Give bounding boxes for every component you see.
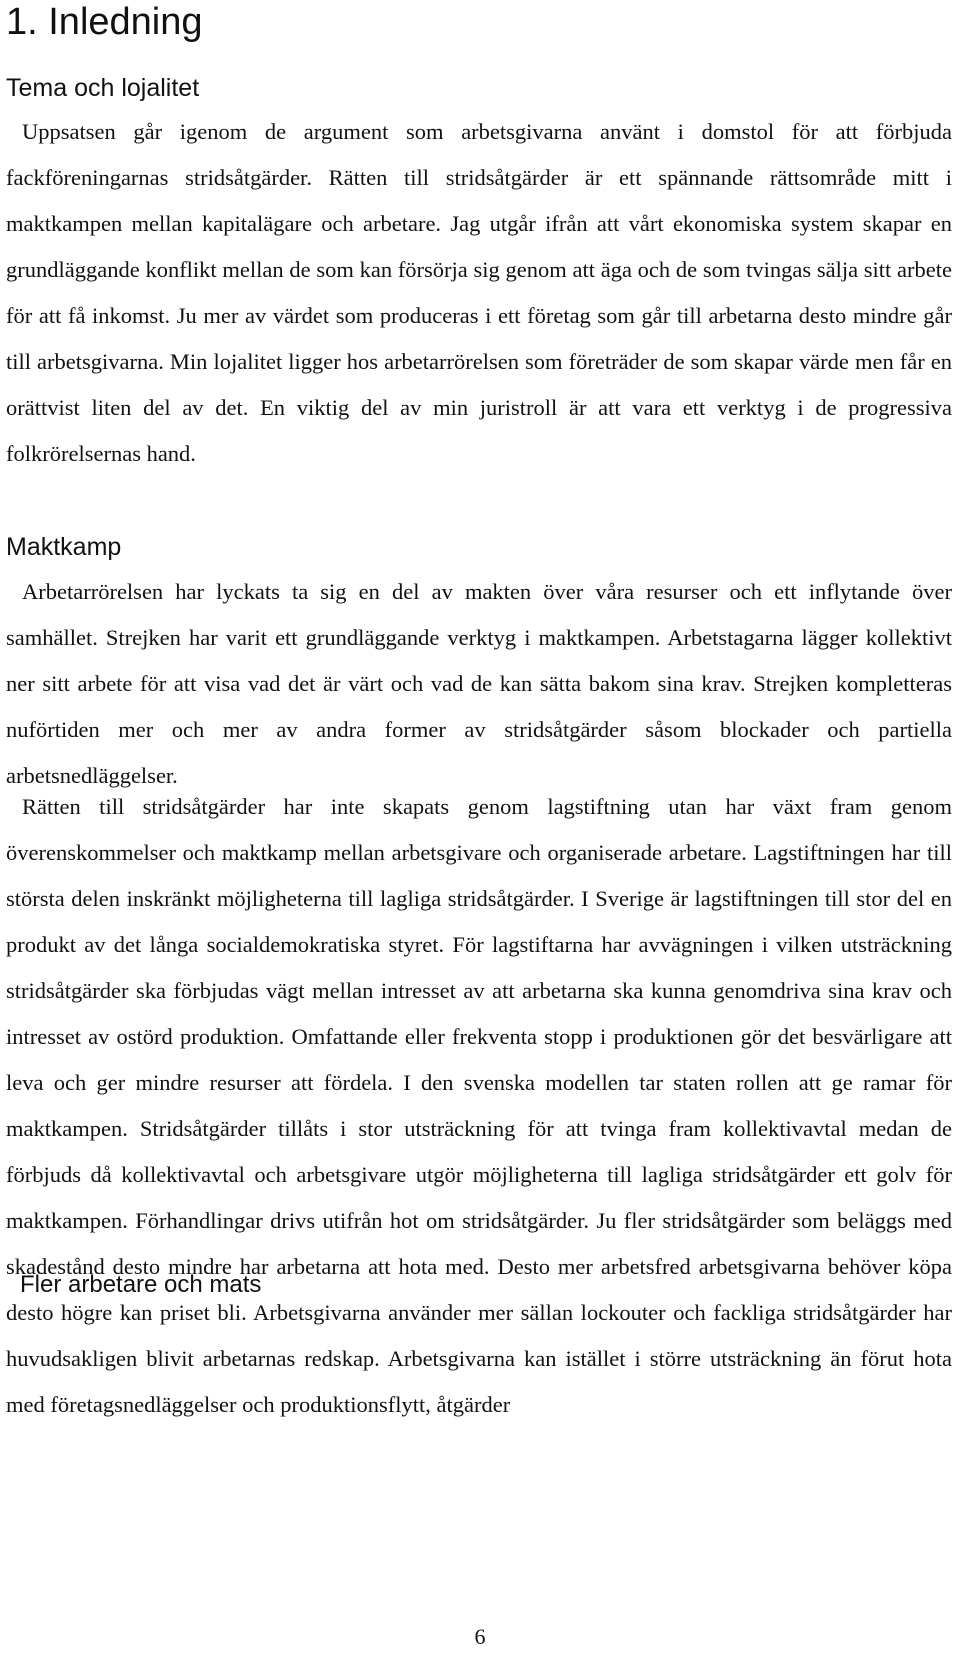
paragraph-tema-1: Uppsatsen går igenom de argument som arbetsgivarna använt i domstol för att förbjuda fackföreningarnas stridsåtgärder. Rätten till stridsåtgärder är ett spännande rättsområde mitt i maktkampen mellan kapitalägare och arbetare. Jag utgår ifrån att vårt ekonomiska system skapar en grundläggande konflikt mellan de som kan försörja sig genom att äga och de som tvingas sälja sitt arbete för att få inkomst. Ju mer av värdet som produceras i ett företag som går till arbetarna desto mindre går till arbetsgivarna. Min lojalitet ligger hos arbetarrörelsen som företräder de som skapar värde men får en orättvist liten del av det. En viktig del av min juristroll är att vara ett verktyg i de progressiva folkrörelsernas hand. <box>6 119 952 466</box>
paragraph-maktkamp-1: Arbetarrörelsen har lyckats ta sig en del av makten över våra resurser och ett inflytande över samhället. Strejken har varit ett grundläggande verktyg i maktkampen. Arbetstagarna lägger kollektivt ner sitt arbete för att visa vad det är värt och vad de kan sätta bakom sina krav. Strejken kompletteras nuförtiden mer och mer av andra former av stridsåtgärder såsom blockader och partiella arbetsnedläggelser. <box>6 579 952 788</box>
chapter-title: 1. Inledning <box>6 1 203 43</box>
section-heading-tema: Tema och lojalitet <box>6 74 200 102</box>
section-heading-maktkamp: Maktkamp <box>6 533 122 561</box>
page-number: 6 <box>474 1624 486 1649</box>
paragraph-maktkamp-2: Rätten till stridsåtgärder har inte skapats genom lagstiftning utan har växt fram genom överenskommelser och maktkamp mellan arbetsgivare och organiserade arbetare. Lagstiftningen har till största delen inskränkt möjligheterna till lagliga stridsåtgärder. I Sverige är lagstiftningen till stor del en produkt av det långa socialdemokratiska styret. För lagstiftarna har avvägningen i vilken utsträckning stridsåtgärder ska förbjudas vägt mellan intresset av att arbetarna ska kunna genomdriva sina krav och intresset av ostörd produktion. Omfattande eller frekventa stopp i produktionen gör det besvärligare att leva och ger mindre resurser att fördela. I den svenska modellen tar staten rollen att ge ramar för maktkampen. Stridsåtgärder tillåts i stor utsträckning för att tvinga fram kollektivavtal medan de förbjuds då kollektivavtal och arbetsgivare utgör möjligheterna till lagliga stridsåtgärder ett golv för maktkampen. Förhandlingar drivs utifrån hot om stridsåtgärder. Ju fler stridsåtgärder som beläggs med skadestånd desto mindre har arbetarna att hota med. Desto mer arbetsfred arbetsgivarna behöver köpa desto högre kan priset bli. Arbetsgivarna använder mer sällan lockouter och fackliga stridsåtgärder har huvudsakligen blivit arbetarnas redskap. Arbetsgivarna kan istället i större utsträckning än förut hota med företagsnedläggelser och produktionsflytt, åtgärder <box>6 794 952 1417</box>
overlay-heading: Fler arbetare och mats <box>20 1271 262 1298</box>
